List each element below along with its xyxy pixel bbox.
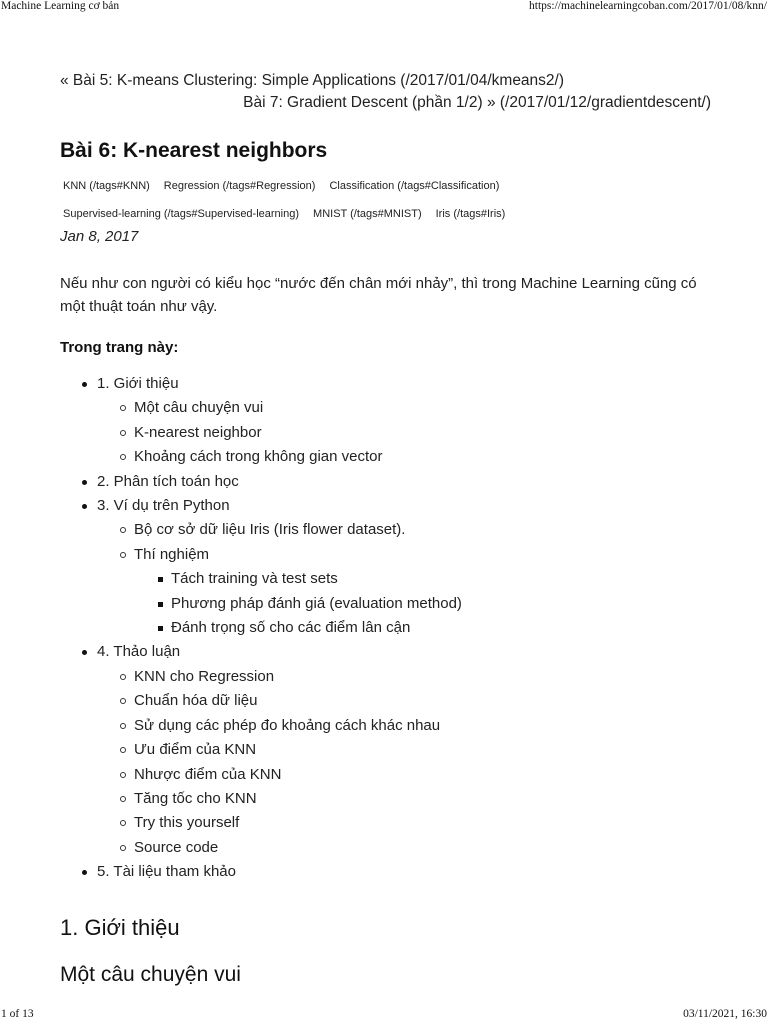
toc-link[interactable]: Try this yourself <box>134 814 240 832</box>
tag-list <box>60 179 710 221</box>
toc-link[interactable]: Sử dụng các phép đo khoảng cách khác nhau <box>134 716 441 734</box>
page-url: https://machinelearningcoban.com/2017/01/08/knn/ <box>529 0 767 12</box>
tag-link[interactable]: MNIST (/tags#MNIST) <box>313 208 422 220</box>
toc-item <box>97 640 710 860</box>
post-date: Jan 8, 2017 <box>60 228 139 245</box>
tag-link[interactable]: Regression (/tags#Regression) <box>163 180 316 192</box>
page-number: 1 of 13 <box>1 1008 34 1020</box>
toc-item <box>171 616 710 640</box>
page-title: Bài 6: K-nearest neighbors <box>60 139 328 162</box>
toc-link[interactable]: Phương pháp đánh giá (evaluation method) <box>171 594 462 612</box>
toc-item <box>97 372 710 470</box>
toc-link[interactable]: 4. Thảo luận <box>97 643 181 661</box>
tag-row <box>60 179 710 193</box>
toc-link[interactable]: KNN cho Regression <box>134 667 275 685</box>
toc-link[interactable]: Nhược điểm của KNN <box>134 765 282 783</box>
toc-link[interactable]: Một câu chuyện vui <box>134 399 264 417</box>
print-footer <box>0 1008 768 1022</box>
toc-link[interactable]: Khoảng cách trong không gian vector <box>134 448 383 466</box>
toc-link[interactable]: 5. Tài liệu tham khảo <box>97 863 236 881</box>
tag-link[interactable]: KNN (/tags#KNN) <box>63 180 150 192</box>
toc-item <box>171 567 710 591</box>
site-title: Machine Learning cơ bản <box>1 0 120 12</box>
toc-item <box>134 836 710 860</box>
tag-row <box>60 207 710 221</box>
toc-item <box>171 592 710 616</box>
table-of-contents <box>60 372 710 885</box>
intro-paragraph: Nếu như con người có kiểu học “nước đến chân mới nhảy”, thì trong Machine Learning cũng có một thuật toán như vậy. <box>60 275 697 315</box>
toc-link[interactable]: Bộ cơ sở dữ liệu Iris (Iris flower dataset). <box>134 521 406 539</box>
toc-item <box>134 714 710 738</box>
toc-item <box>134 787 710 811</box>
article <box>60 70 710 989</box>
toc-item <box>97 470 710 494</box>
toc-link[interactable]: Ưu điểm của KNN <box>134 741 257 759</box>
toc-link[interactable]: Source code <box>134 838 219 856</box>
toc-item <box>134 421 710 445</box>
toc-link[interactable]: Chuẩn hóa dữ liệu <box>134 692 258 710</box>
toc-link[interactable]: Tách training và test sets <box>171 570 338 588</box>
toc-link[interactable]: Tăng tốc cho KNN <box>134 789 257 807</box>
toc-item <box>97 860 710 884</box>
section-heading: 1. Giới thiệu <box>60 914 180 940</box>
toc-item <box>134 763 710 787</box>
toc-link[interactable]: 3. Ví dụ trên Python <box>97 497 230 515</box>
toc-link[interactable]: 2. Phân tích toán học <box>97 472 239 490</box>
toc-link[interactable]: Đánh trọng số cho các điểm lân cận <box>171 619 411 637</box>
toc-item <box>134 689 710 713</box>
tag-link[interactable]: Iris (/tags#Iris) <box>435 208 506 220</box>
toc-item <box>134 396 710 420</box>
prev-post-link[interactable]: « Bài 5: K-means Clustering: Simple Applications (/2017/01/04/kmeans2/) <box>60 72 565 89</box>
toc-link[interactable]: K-nearest neighbor <box>134 423 262 441</box>
toc-item <box>134 518 710 542</box>
tag-link[interactable]: Classification (/tags#Classification) <box>329 180 500 192</box>
next-post-link[interactable]: Bài 7: Gradient Descent (phần 1/2) » (/2017/01/12/gradientdescent/) <box>243 94 711 111</box>
toc-item <box>134 665 710 689</box>
subsection-heading: Một câu chuyện vui <box>60 962 241 986</box>
toc-item <box>134 738 710 762</box>
toc-item <box>134 543 710 641</box>
toc-item <box>134 811 710 835</box>
toc-link[interactable]: 1. Giới thiệu <box>97 375 179 392</box>
toc-item <box>97 494 710 640</box>
print-header <box>0 0 768 14</box>
toc-title: Trong trang này: <box>60 339 179 356</box>
toc-link[interactable]: Thí nghiệm <box>134 545 210 563</box>
print-timestamp: 03/11/2021, 16:30 <box>683 1008 767 1020</box>
tag-link[interactable]: Supervised-learning (/tags#Supervised-learning) <box>63 208 300 220</box>
toc-item <box>134 445 710 469</box>
